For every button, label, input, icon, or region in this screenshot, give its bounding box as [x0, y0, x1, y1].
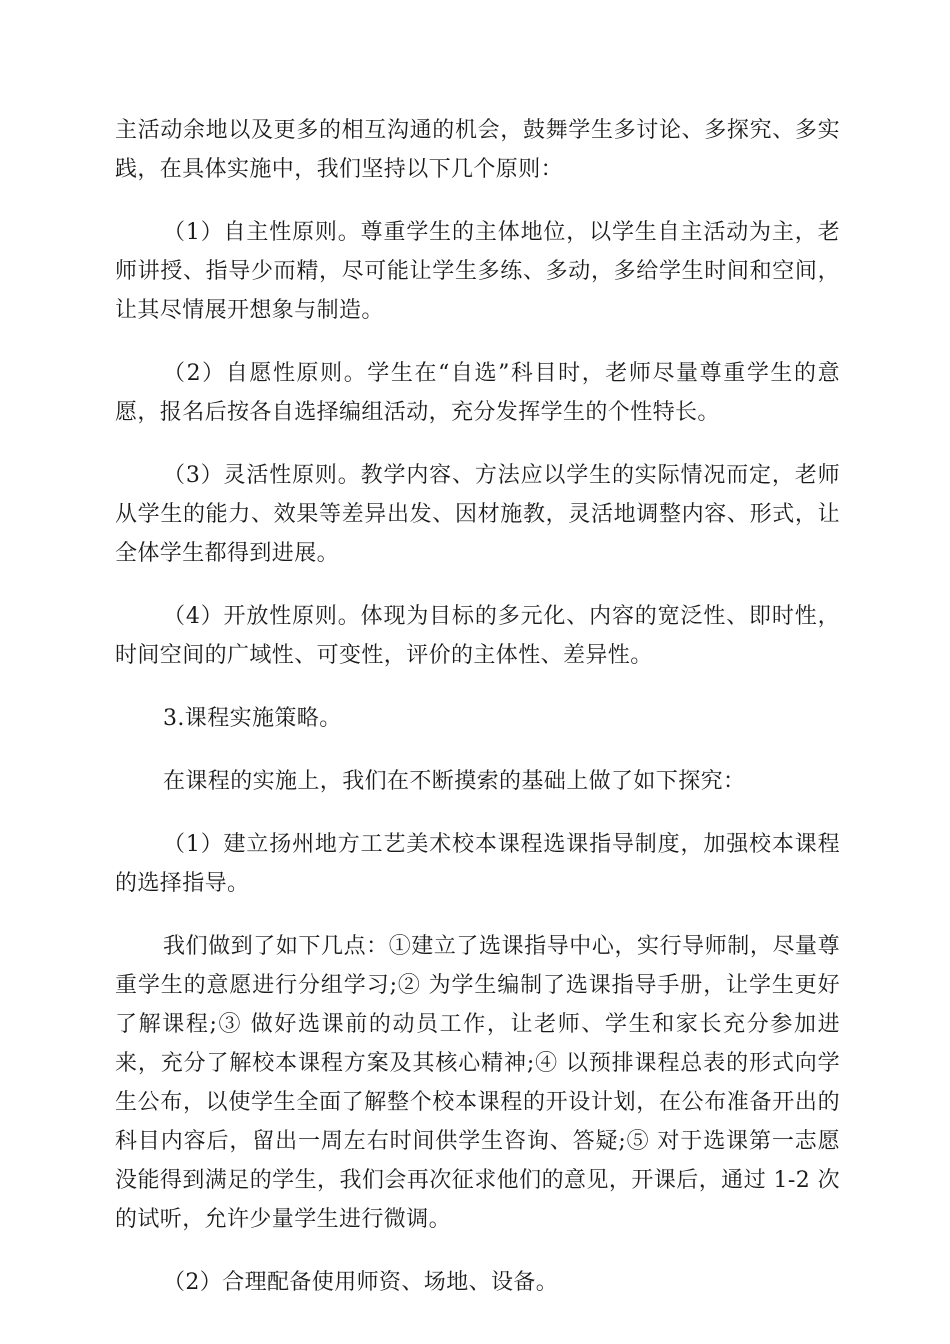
document-body	[115, 111, 840, 1326]
paragraph-strategy-1-details: 我们做到了如下几点：①建立了选课指导中心，实行导师制，尽量尊重学生的意愿进行分组学习;② 为学生编制了选课指导手册，让学生更好了解课程;③ 做好选课前的动员工作，让老师、学生和家长充分参加进来，充分了解校本课程方案及其核心精神;④ 以预排课程总表的形式向学生公布，以使学生全面了解整个校本课程的开设计划，在公布准备开出的科目内容后，留出一周左右时间供学生咨询、答疑;⑤ 对于选课第一志愿没能得到满足的学生，我们会再次征求他们的意见，开课后，通过 1-2 次的试听，允许少量学生进行微调。	[115, 934, 840, 1232]
paragraph-principle-2: （2）自愿性原则。学生在“自选”科目时，老师尽量尊重学生的意愿，报名后按各自选择编组活动，充分发挥学生的个性特长。	[115, 361, 840, 425]
paragraph-strategy-intro: 在课程的实施上，我们在不断摸索的基础上做了如下探究：	[163, 769, 746, 794]
section-heading-strategy: 3.课程实施策略。	[163, 706, 342, 731]
paragraph-principle-4: （4）开放性原则。体现为目标的多元化、内容的宽泛性、即时性，时间空间的广域性、可变性，评价的主体性、差异性。	[115, 604, 840, 668]
paragraph-strategy-2: （2）合理配备使用师资、场地、设备。	[163, 1270, 559, 1295]
paragraph-strategy-1: （1）建立扬州地方工艺美术校本课程选课指导制度，加强校本课程的选择指导。	[115, 832, 840, 896]
paragraph-continuation: 主活动余地以及更多的相互沟通的机会，鼓舞学生多讨论、多探究、多实践，在具体实施中，我们坚持以下几个原则：	[115, 118, 840, 182]
paragraph-principle-3: （3）灵活性原则。教学内容、方法应以学生的实际情况而定，老师从学生的能力、效果等差异出发、因材施教，灵活地调整内容、形式，让全体学生都得到进展。	[115, 463, 840, 566]
paragraph-principle-1: （1）自主性原则。尊重学生的主体地位，以学生自主活动为主，老师讲授、指导少而精，尽可能让学生多练、多动，多给学生时间和空间，让其尽情展开想象与制造。	[115, 220, 840, 323]
